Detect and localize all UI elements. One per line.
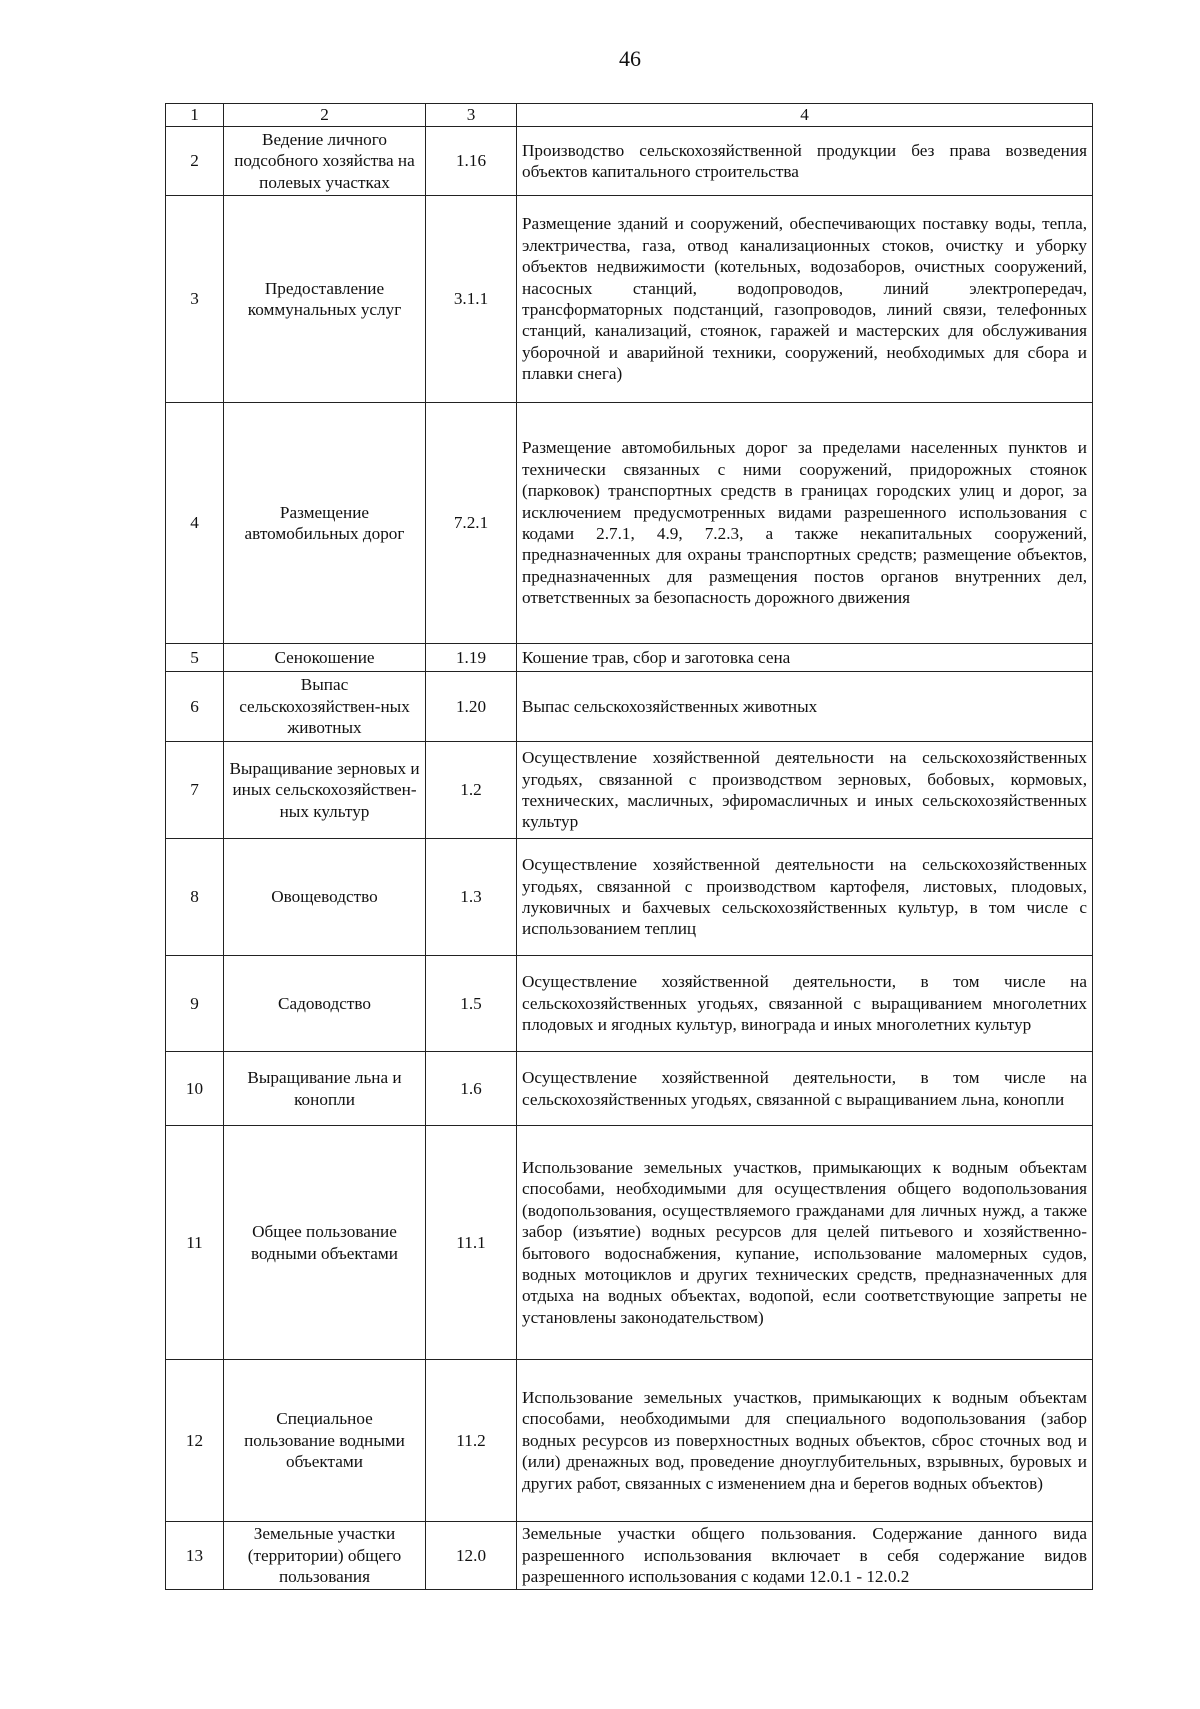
use-type-name: Предоставление коммунальных услуг — [224, 196, 426, 403]
use-type-description: Осуществление хозяйственной деятельности, в том числе на сельскохозяйственных угодьях, связанной с выращиванием льна, конопли — [517, 1052, 1093, 1126]
use-type-description: Использование земельных участков, примыкающих к водным объектам способами, необходимыми для специального водопользования (забор водных ресурсов из поверхностных водных объектов, сброс сточных вод и (или) дренажных вод, проведение дноуглубительных, взрывных, буровых и других работ, связанных с изменением дна и берегов водных объектов) — [517, 1360, 1093, 1522]
land-use-table — [165, 103, 1093, 1590]
use-type-code: 11.1 — [426, 1126, 517, 1360]
use-type-name: Ведение личного подсобного хозяйства на полевых участках — [224, 127, 426, 196]
use-type-code: 12.0 — [426, 1522, 517, 1590]
row-number: 7 — [166, 742, 224, 839]
table-row — [166, 127, 1093, 196]
use-type-description: Кошение трав, сбор и заготовка сена — [517, 644, 1093, 672]
row-number: 13 — [166, 1522, 224, 1590]
row-number: 10 — [166, 1052, 224, 1126]
use-type-code: 1.20 — [426, 672, 517, 742]
use-type-description: Выпас сельскохозяйственных животных — [517, 672, 1093, 742]
table-row — [166, 1126, 1093, 1360]
use-type-name: Овощеводство — [224, 839, 426, 956]
use-type-code: 1.2 — [426, 742, 517, 839]
row-number: 4 — [166, 403, 224, 644]
use-type-description: Использование земельных участков, примыкающих к водным объектам способами, необходимыми для осуществления общего водопользования (водопользования, осуществляемого гражданами для личных нужд, а также забор (изъятие) водных ресурсов для целей питьевого и хозяйственно-бытового водоснабжения, купание, использование маломерных судов, водных мотоциклов и других технических средств, предназначенных для отдыха на водных объектах, водопой, если соответствующие запреты не установлены законодательством) — [517, 1126, 1093, 1360]
column-header-2: 2 — [224, 104, 426, 127]
row-number: 8 — [166, 839, 224, 956]
table-row — [166, 1522, 1093, 1590]
use-type-code: 3.1.1 — [426, 196, 517, 403]
table-row — [166, 672, 1093, 742]
use-type-description: Осуществление хозяйственной деятельности, в том числе на сельскохозяйственных угодьях, связанной с выращиванием многолетних плодовых и ягодных культур, винограда и иных многолетних культур — [517, 956, 1093, 1052]
column-header-4: 4 — [517, 104, 1093, 127]
use-type-description: Осуществление хозяйственной деятельности на сельскохозяйственных угодьях, связанной с производством картофеля, листовых, плодовых, луковичных и бахчевых сельскохозяйственных культур, в том числе с использованием теплиц — [517, 839, 1093, 956]
use-type-name: Выращивание льна и конопли — [224, 1052, 426, 1126]
table-row — [166, 1360, 1093, 1522]
table-row — [166, 742, 1093, 839]
row-number: 11 — [166, 1126, 224, 1360]
use-type-code: 1.5 — [426, 956, 517, 1052]
use-type-name: Садоводство — [224, 956, 426, 1052]
table-row — [166, 403, 1093, 644]
column-header-3: 3 — [426, 104, 517, 127]
use-type-name: Сенокошение — [224, 644, 426, 672]
row-number: 6 — [166, 672, 224, 742]
use-type-name: Выпас сельскохозяйствен-ных животных — [224, 672, 426, 742]
use-type-description: Осуществление хозяйственной деятельности на сельскохозяйственных угодьях, связанной с производством зерновых, бобовых, кормовых, технических, масличных, эфиромасличных и иных сельскохозяйственных культур — [517, 742, 1093, 839]
use-type-code: 11.2 — [426, 1360, 517, 1522]
table-header-row — [166, 104, 1093, 127]
use-type-description: Производство сельскохозяйственной продукции без права возведения объектов капитального строительства — [517, 127, 1093, 196]
use-type-name: Земельные участки (территории) общего пользования — [224, 1522, 426, 1590]
use-type-name: Общее пользование водными объектами — [224, 1126, 426, 1360]
use-type-name: Выращивание зерновых и иных сельскохозяйствен-ных культур — [224, 742, 426, 839]
use-type-name: Специальное пользование водными объектами — [224, 1360, 426, 1522]
page-number: 46 — [619, 46, 641, 71]
use-type-name: Размещение автомобильных дорог — [224, 403, 426, 644]
use-type-code: 1.6 — [426, 1052, 517, 1126]
table-row — [166, 839, 1093, 956]
use-type-description: Размещение автомобильных дорог за пределами населенных пунктов и технически связанных с ними сооружений, придорожных стоянок (парковок) транспортных средств в границах городских улиц и дорог, за исключением предусмотренных видами разрешенного использования с кодами 2.7.1, 4.9, 7.2.3, а также некапитальных сооружений, предназначенных для охраны транспортных средств; размещение объектов, предназначенных для размещения постов органов внутренних дел, ответственных за безопасность дорожного движения — [517, 403, 1093, 644]
use-type-code: 1.19 — [426, 644, 517, 672]
table-row — [166, 644, 1093, 672]
row-number: 5 — [166, 644, 224, 672]
use-type-description: Размещение зданий и сооружений, обеспечивающих поставку воды, тепла, электричества, газа, отвод канализационных стоков, очистку и уборку объектов недвижимости (котельных, водозаборов, очистных сооружений, насосных станций, водопроводов, линий электропередач, трансформаторных подстанций, газопроводов, линий связи, телефонных станций, канализаций, стоянок, гаражей и мастерских для обслуживания уборочной и аварийной техники, сооружений, необходимых для сбора и плавки снега) — [517, 196, 1093, 403]
use-type-code: 1.3 — [426, 839, 517, 956]
row-number: 9 — [166, 956, 224, 1052]
table-row — [166, 196, 1093, 403]
table-row — [166, 1052, 1093, 1126]
use-type-code: 7.2.1 — [426, 403, 517, 644]
row-number: 2 — [166, 127, 224, 196]
row-number: 3 — [166, 196, 224, 403]
table-row — [166, 956, 1093, 1052]
row-number: 12 — [166, 1360, 224, 1522]
column-header-1: 1 — [166, 104, 224, 127]
use-type-description: Земельные участки общего пользования. Содержание данного вида разрешенного использования включает в себя содержание видов разрешенного использования с кодами 12.0.1 - 12.0.2 — [517, 1522, 1093, 1590]
use-type-code: 1.16 — [426, 127, 517, 196]
